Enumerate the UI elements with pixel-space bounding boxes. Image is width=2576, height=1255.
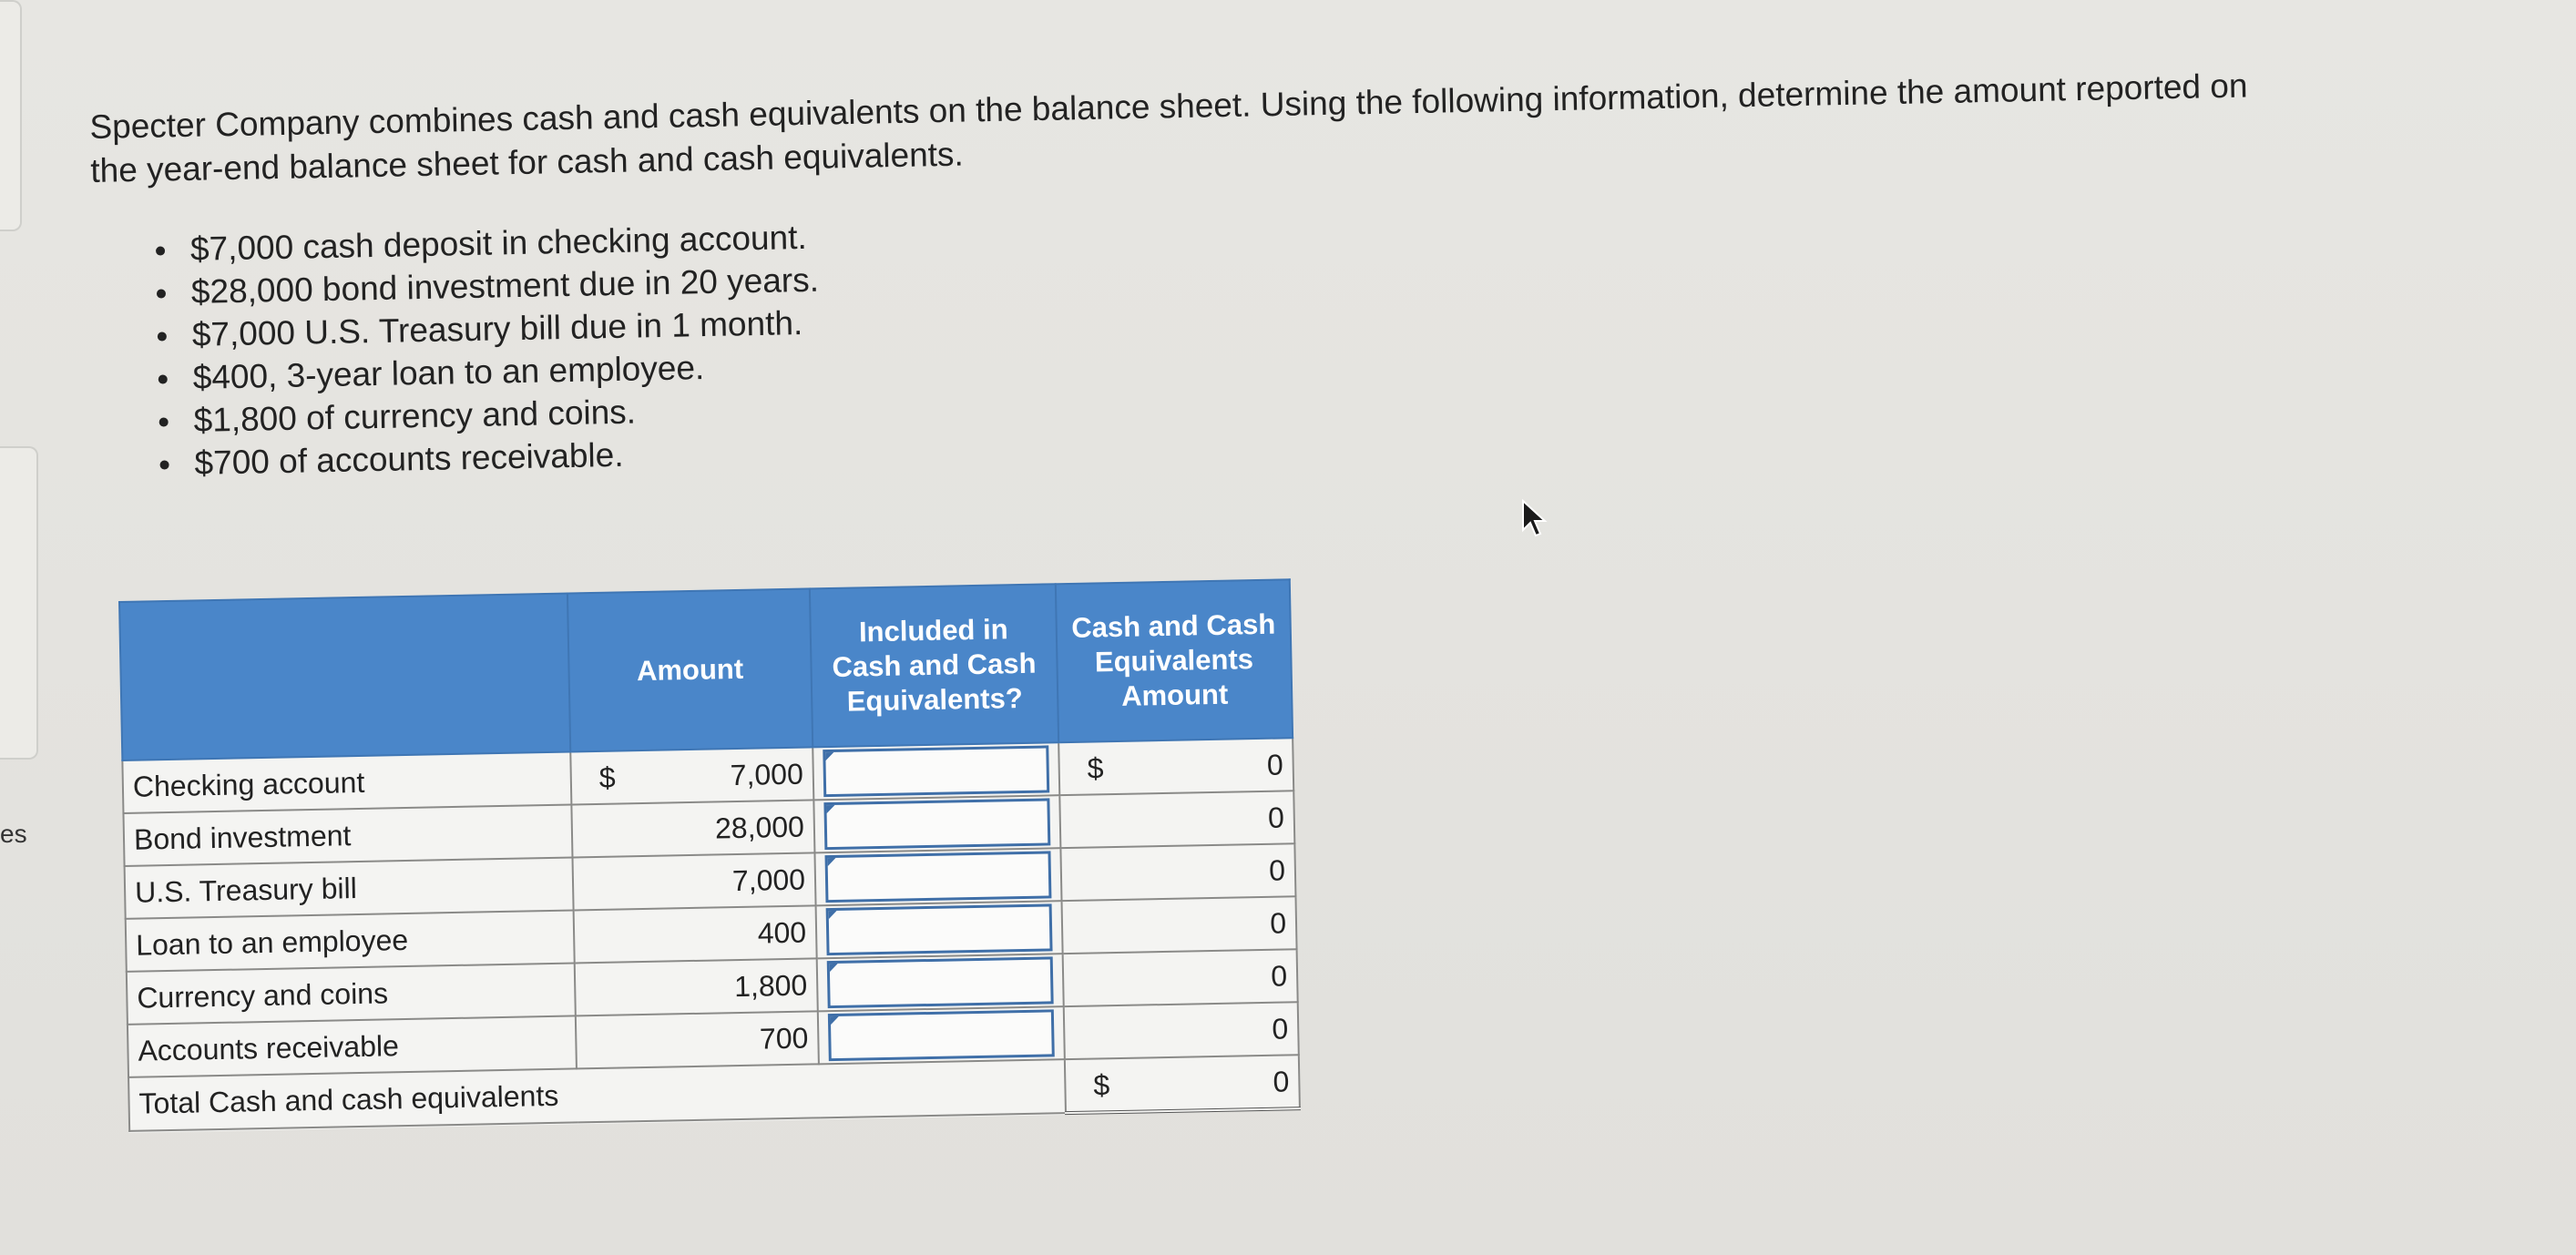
question-block — [89, 64, 2301, 486]
included-cell — [814, 848, 1061, 905]
included-select[interactable] — [826, 903, 1053, 955]
ce-amount-cell — [1059, 791, 1294, 848]
row-label: Loan to an employee — [126, 910, 575, 971]
answer-table-wrapper — [118, 578, 1301, 1133]
row-label: Currency and coins — [127, 963, 576, 1024]
facts-list — [156, 188, 2301, 485]
sidebar-fragment-text: es — [0, 820, 27, 848]
row-label: Checking account — [122, 752, 571, 813]
mouse-pointer-icon — [1521, 499, 1549, 539]
header-included: Included in Cash and Cash Equivalents? — [810, 584, 1058, 747]
fact-item: $7,000 U.S. Treasury bill due in 1 month. — [157, 272, 2297, 356]
ce-amount-value: 0 — [1272, 1011, 1289, 1046]
total-amount-value: 0 — [1273, 1064, 1290, 1098]
ce-amount-cell — [1060, 843, 1295, 901]
row-label: U.S. Treasury bill — [125, 857, 574, 918]
ce-amount-cell — [1064, 1002, 1299, 1059]
amount-cell — [574, 905, 817, 963]
amount-value: 7,000 — [730, 757, 804, 791]
amount-value: 7,000 — [731, 862, 806, 897]
amount-value: 1,800 — [733, 968, 808, 1003]
amount-cell — [575, 958, 818, 1015]
amount-cell — [576, 1011, 819, 1068]
ce-amount-value: 0 — [1268, 852, 1286, 887]
included-cell — [818, 1006, 1065, 1064]
table-header-row — [119, 579, 1293, 760]
included-cell — [816, 901, 1063, 958]
ce-amount-cell — [1063, 949, 1298, 1006]
amount-value: 28,000 — [714, 810, 805, 844]
header-ce-amount: Cash and Cash Equivalents Amount — [1056, 579, 1293, 742]
ce-amount-cell — [1058, 738, 1293, 795]
cash-equivalents-table — [118, 578, 1301, 1133]
header-amount: Amount — [567, 588, 813, 751]
ce-amount-value: 0 — [1269, 905, 1287, 940]
included-select[interactable] — [827, 956, 1054, 1008]
included-cell — [817, 954, 1064, 1011]
included-select[interactable] — [823, 798, 1050, 850]
question-prompt: Specter Company combines cash and cash equivalents on the balance sheet. Using the following information, determine the amount reported on the year-end balance sheet for cash and cash equivalents. — [89, 66, 2248, 189]
fact-item: $400, 3-year loan to an employee. — [158, 315, 2298, 399]
fact-item: $1,800 of currency and coins. — [158, 358, 2299, 442]
amount-cell — [570, 747, 813, 804]
included-select[interactable] — [828, 1009, 1055, 1061]
included-cell — [813, 742, 1059, 800]
included-select[interactable] — [823, 745, 1049, 797]
currency-symbol: $ — [598, 760, 616, 794]
amount-value: 700 — [759, 1021, 809, 1056]
included-cell — [813, 795, 1060, 852]
row-label: Accounts receivable — [128, 1015, 577, 1076]
currency-symbol: $ — [1093, 1068, 1110, 1102]
ce-amount-value: 0 — [1270, 958, 1288, 993]
fact-item: $7,000 cash deposit in checking account. — [156, 188, 2296, 271]
fact-item: $28,000 bond investment due in 20 years. — [157, 230, 2297, 314]
left-panel-fragment — [0, 446, 38, 760]
total-amount-cell — [1065, 1055, 1300, 1113]
row-label: Bond investment — [123, 804, 572, 865]
header-label — [119, 594, 570, 760]
ce-amount-cell — [1062, 896, 1297, 954]
amount-cell — [571, 800, 814, 857]
currency-symbol: $ — [1087, 751, 1104, 785]
amount-cell — [572, 852, 815, 910]
included-select[interactable] — [825, 851, 1052, 903]
fact-item: $700 of accounts receivable. — [159, 401, 2300, 485]
left-panel-fragment-top — [0, 0, 22, 231]
ce-amount-value: 0 — [1267, 800, 1285, 834]
ce-amount-value: 0 — [1266, 747, 1284, 781]
amount-value: 400 — [757, 915, 807, 950]
total-label: Total Cash and cash equivalents — [128, 1059, 1066, 1131]
